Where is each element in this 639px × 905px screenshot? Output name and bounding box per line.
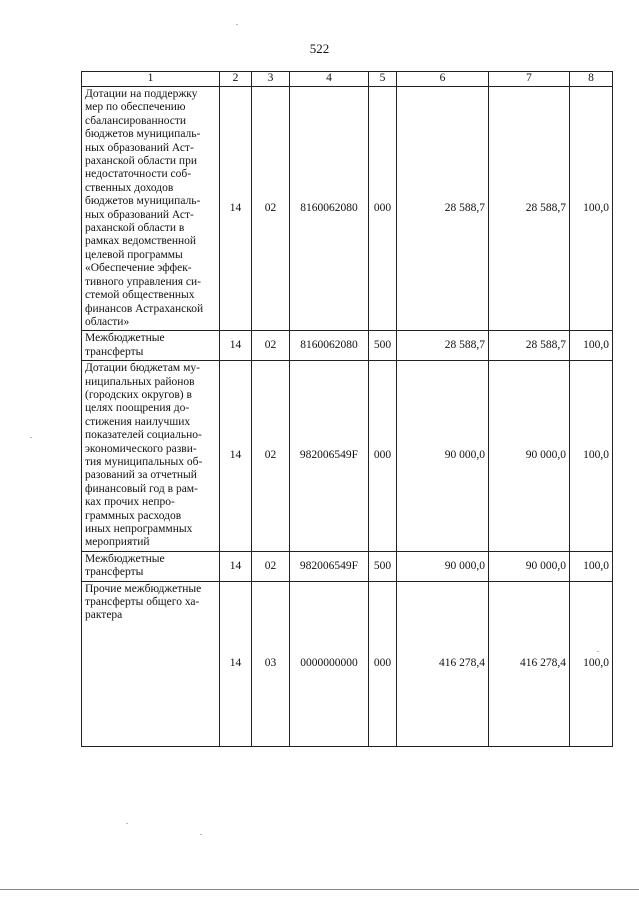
row-description: Межбюджетные трансферты	[82, 331, 220, 361]
executed-amount: 90 000,0	[489, 551, 570, 581]
planned-amount: 28 588,7	[397, 331, 489, 361]
column-header: 8	[570, 72, 613, 87]
section-code: 14	[220, 551, 252, 581]
scan-speck	[30, 437, 32, 438]
executed-amount: 416 278,4	[489, 581, 570, 746]
section-code: 14	[220, 331, 252, 361]
table-row	[82, 87, 613, 331]
scan-speck	[126, 823, 128, 824]
table-row	[82, 331, 613, 361]
column-header: 1	[82, 72, 220, 87]
table-row	[82, 581, 613, 746]
target-article-code: 8160062080	[290, 331, 369, 361]
column-header: 4	[290, 72, 369, 87]
planned-amount: 90 000,0	[397, 361, 489, 552]
execution-percent: 100,0	[570, 581, 613, 746]
subsection-code: 02	[252, 331, 290, 361]
table-row	[82, 361, 613, 552]
scan-speck	[597, 651, 599, 652]
expense-type-code: 000	[369, 361, 397, 552]
executed-amount: 28 588,7	[489, 331, 570, 361]
section-code: 14	[220, 581, 252, 746]
target-article-code: 0000000000	[290, 581, 369, 746]
target-article-code: 982006549F	[290, 361, 369, 552]
table-row	[82, 551, 613, 581]
row-description: Межбюджетные трансферты	[82, 551, 220, 581]
subsection-code: 02	[252, 551, 290, 581]
column-header: 7	[489, 72, 570, 87]
expense-type-code: 000	[369, 581, 397, 746]
executed-amount: 28 588,7	[489, 87, 570, 331]
column-header: 2	[220, 72, 252, 87]
expense-type-code: 500	[369, 331, 397, 361]
row-description: Дотации бюджетам му- ниципальных районов (городских округов) в целях поощрения до- стижения наилучших показателей социально- экономического разви- тия муниципальных об- разований за отчетный финансовый год в рам- ках прочих непро- граммных расходов иных непрограммных мероприятий	[82, 361, 220, 552]
expense-type-code: 500	[369, 551, 397, 581]
target-article-code: 8160062080	[290, 87, 369, 331]
row-description: Прочие межбюджетные трансферты общего ха- рактера	[82, 581, 220, 746]
target-article-code: 982006549F	[290, 551, 369, 581]
execution-percent: 100,0	[570, 331, 613, 361]
section-code: 14	[220, 87, 252, 331]
row-description: Дотации на поддержку мер по обеспечению сбалансированности бюджетов муниципаль- ных образований Аст- раханской области при недостаточности соб- ственных доходов бюджетов муниципаль- ных образований Аст- раханской области в рамках ведомственной целевой программы «Обеспечение эффек- тивного управления си- стемой общественных финансов Астраханской области»	[82, 87, 220, 331]
column-number-row	[82, 72, 613, 87]
column-header: 6	[397, 72, 489, 87]
page-bottom-rule	[0, 889, 639, 890]
page-number: 522	[309, 41, 330, 56]
planned-amount: 28 588,7	[397, 87, 489, 331]
scan-speck	[236, 24, 238, 25]
subsection-code: 02	[252, 361, 290, 552]
section-code: 14	[220, 361, 252, 552]
expense-type-code: 000	[369, 87, 397, 331]
column-header: 5	[369, 72, 397, 87]
subsection-code: 02	[252, 87, 290, 331]
executed-amount: 90 000,0	[489, 361, 570, 552]
budget-table	[81, 71, 613, 747]
planned-amount: 416 278,4	[397, 581, 489, 746]
execution-percent: 100,0	[570, 361, 613, 552]
execution-percent: 100,0	[570, 87, 613, 331]
planned-amount: 90 000,0	[397, 551, 489, 581]
scan-speck	[200, 834, 202, 835]
subsection-code: 03	[252, 581, 290, 746]
column-header: 3	[252, 72, 290, 87]
execution-percent: 100,0	[570, 551, 613, 581]
